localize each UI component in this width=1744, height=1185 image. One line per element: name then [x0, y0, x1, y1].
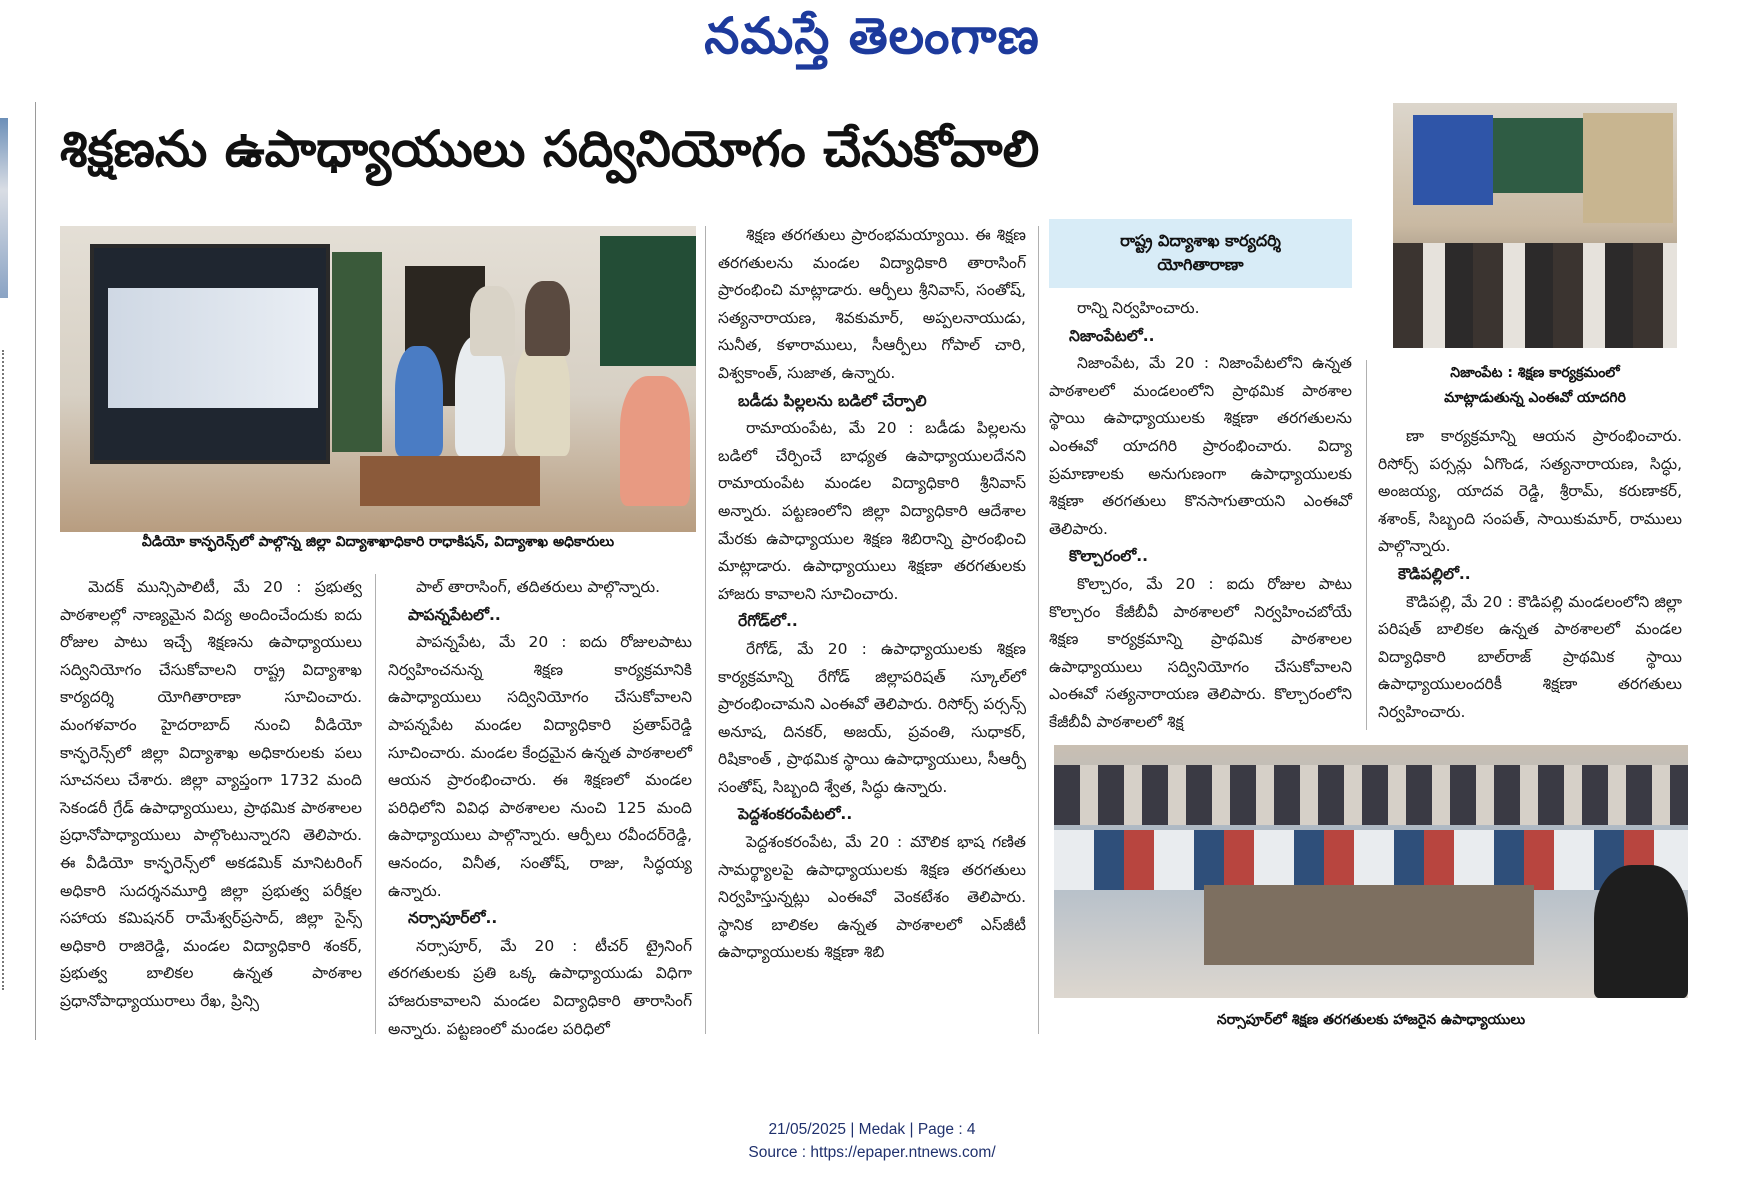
article-headline: శిక్షణను ఉపాధ్యాయులు సద్వినియోగం చేసుకోవాలి	[60, 120, 1040, 178]
paragraph: నర్సాపూర్, మే 20 : టీచర్ ట్రైనింగ్ తరగతులకు ప్రతి ఒక్క ఉపాధ్యాయుడు విధిగా హాజరుకావాలని మండల విద్యాధికారి తారాసింగ్ అన్నారు. పట్టణంలో మండల పరిధిలో	[388, 936, 692, 1038]
caption-right-line1: నిజాంపేట : శిక్షణ కార్యక్రమంలో	[1450, 365, 1620, 381]
paragraph: కౌడిపల్లి, మే 20 : కౌడిపల్లి మండలంలోని జిల్లా పరిషత్ బాలికల ఉన్నత పాఠశాలలో మండల విద్యాధికారి బాల్‌రాజ్ ప్రాథమిక స్థాయి ఉపాధ్యాయులందరికీ శిక్షణా తరగతులు నిర్వహించారు.	[1378, 592, 1682, 721]
article-column-5	[1378, 423, 1682, 727]
article-column-2	[388, 574, 692, 1043]
article-column-3	[718, 222, 1026, 967]
photo-narsapur-teachers	[1054, 745, 1688, 998]
subheading: కౌడిపల్లిలో..	[1398, 564, 1471, 583]
subheading: నర్సాపూర్‌లో..	[408, 909, 498, 928]
paragraph: పాల్ తారాసింగ్, తదితరులు పాల్గొన్నారు.	[416, 578, 660, 596]
video-screen	[90, 244, 330, 464]
paragraph: శిక్షణ తరగతులు ప్రారంభమయ్యాయి. ఈ శిక్షణ తరగతులను మండల విద్యాధికారి తారాసింగ్ ప్రారంభించి మాట్లాడారు. ఆర్పీలు శ్రీనివాస్, సంతోష్, సత్యనారాయణ, శివకుమార్, అప్పలనాయుడు, సునీత, కళారాములు, సీఆర్పీలు గోపాల్ చారి, విశ్వకాంత్, సుజాత, ఉన్నారు.	[718, 226, 1026, 382]
left-column-rule	[35, 102, 36, 1040]
column-divider	[705, 226, 706, 1034]
caption-main-photo: వీడియో కాన్ఫరెన్స్‌లో పాల్గొన్న జిల్లా విద్యాశాఖాధికారి రాధాకిషన్, విద్యాశాఖ అధికారులు	[141, 534, 615, 550]
subheading: రేగోడ్‌లో..	[738, 612, 798, 631]
footer-date-edition: 21/05/2025 | Medak | Page : 4	[768, 1121, 976, 1138]
paragraph: రేగోడ్, మే 20 : ఉపాధ్యాయులకు శిక్షణ కార్యక్రమాన్ని రేగోడ్ జిల్లాపరిషత్ స్కూల్‌లో ప్రారంభించామని ఎంఈవో తెలిపారు. రిసోర్స్ పర్సన్స్ అనూష, దినకర్, అజయ్, ప్రవంతి, సుధాకర్, రిషికాంత్ , ప్రాథమిక స్థాయి ఉపాధ్యాయులు, సీఆర్పీ సంతోష్, సిబ్బంది శ్వేత, సిద్ధు ఉన్నారు.	[718, 639, 1026, 796]
column-divider	[1038, 226, 1039, 1034]
column-divider	[1366, 360, 1367, 730]
article-column-4	[1049, 295, 1352, 737]
subheading: పాపన్నపేటలో..	[408, 605, 501, 624]
photo-nizampet-training	[1393, 103, 1677, 348]
masthead-logo: నమస్తే తెలంగాణ	[704, 6, 1040, 65]
paragraph: పాపన్నపేట, మే 20 : ఐదు రోజులపాటు నిర్వహించనున్న శిక్షణ కార్యక్రమానికి ఉపాధ్యాయులు సద్వినియోగం చేసుకోవాలని పాపన్నపేట మండల విద్యాధికారి ప్రతాప్‌రెడ్డి సూచించారు. మండల కేంద్రమైన ఉన్నత పాఠశాలలో ఆయన ప్రారంభించారు. ఈ శిక్షణలో మండల పరిధిలోని వివిధ పాఠశాలల నుంచి 125 మంది ఉపాధ్యాయులు పాల్గొన్నారు. ఆర్పీలు రవీందర్‌రెడ్డి, ఆనందం, వినీత, సంతోష్, రాజు, సిద్ధయ్య ఉన్నారు.	[388, 633, 692, 900]
column-divider	[375, 574, 376, 1034]
caption-right-line2: మాట్లాడుతున్న ఎంఈవో యాదగిరి	[1444, 390, 1626, 406]
side-box-line1: రాష్ట్ర విద్యాశాఖ కార్యదర్శి	[1120, 231, 1281, 250]
paragraph: పెద్దశంకరంపేట, మే 20 : మౌలిక భాష గణిత సామర్థ్యాలపై ఉపాధ్యాయులకు శిక్షణ తరగతులు నిర్వహిస్తున్నట్లు ఎంఈవో వెంకటేశం తెలిపారు. స్థానిక బాలికల ఉన్నత పాఠశాలలో ఎస్‌జీటీ ఉపాధ్యాయులకు శిక్షణా శిబి	[718, 833, 1026, 962]
paragraph: మెదక్ మున్సిపాలిటీ, మే 20 : ప్రభుత్వ పాఠశాలల్లో నాణ్యమైన విద్య అందించేందుకు ఐదు రోజుల పాటు ఇచ్చే శిక్షణను ఉపాధ్యాయులు సద్వినియోగం చేసుకోవాలని రాష్ట్ర విద్యాశాఖ కార్యదర్శి యోగితారాణా సూచించారు. మంగళవారం హైదరాబాద్ నుంచి వీడియో కాన్ఫరెన్స్‌లో జిల్లా విద్యాశాఖ అధికారులకు పలు సూచనలు చేశారు. జిల్లా వ్యాప్తంగా 1732 మంది సెకండరీ గ్రేడ్ ఉపాధ్యాయులు, ప్రాథమిక పాఠశాలల ప్రధానోపాధ్యాయులు పాల్గొంటున్నారని తెలిపారు. ఈ వీడియో కాన్ఫరెన్స్‌లో అకడమిక్ మానిటరింగ్ అధికారి సుదర్శనమూర్తి జిల్లా ప్రభుత్వ పరీక్షల సహాయ కమిషనర్ రామేశ్వర్‌ప్రసాద్, జిల్లా సైన్స్ అధికారి రాజిరెడ్డి, మండల విద్యాధికారి శంకర్, ప్రభుత్వ బాలికల ఉన్నత పాఠశాల ప్రధానోపాధ్యాయురాలు రేఖ, ప్రిన్సి	[60, 578, 362, 1010]
paragraph: నిజాంపేట, మే 20 : నిజాంపేటలోని ఉన్నత పాఠశాలలో మండలంలోని ప్రాథమిక పాఠశాల స్థాయి ఉపాధ్యాయులకు శిక్షణా తరగతులను ఎంఈవో యాదగిరి ప్రారంభించారు. విద్యా ప్రమాణాలకు అనుగుణంగా ఉపాధ్యాయులకు శిక్షణా తరగతులు కొనసాగుతాయని ఎంఈవో తెలిపారు.	[1049, 354, 1352, 538]
subheading: కొల్చారంలో..	[1069, 547, 1149, 566]
subheading: నిజాంపేటలో..	[1069, 326, 1155, 345]
subheading: పెద్దశంకరంపేటలో..	[738, 805, 853, 824]
adjacent-clipping-text-edge	[2, 350, 12, 990]
side-box-heading	[1049, 219, 1352, 288]
paragraph: కొల్చారం, మే 20 : ఐదు రోజుల పాటు కొల్చారం కేజీబీవీ పాఠశాలలో నిర్వహించబోయే శిక్షణ కార్యక్రమాన్ని ప్రాథమిక పాఠశాలల ఉపాధ్యాయులు సద్వినియోగం చేసుకోవాలని ఎంఈవో సత్యనారాయణ తెలిపారు. కొల్చారంలోని కేజీబీవీ పాఠశాలలో శిక్ష	[1049, 574, 1352, 731]
paragraph: రాన్ని నిర్వహించారు.	[1077, 299, 1200, 317]
adjacent-clipping-edge	[0, 118, 8, 298]
subheading: బడీడు పిల్లలను బడిలో చేర్పాలి	[738, 391, 927, 410]
article-column-1	[60, 574, 362, 1016]
side-box-line2: యోగితారాణా	[1157, 255, 1244, 274]
photo-video-conference	[60, 226, 696, 532]
paragraph: రామాయంపేట, మే 20 : బడీడు పిల్లలను బడిలో చేర్పించే బాధ్యత ఉపాధ్యాయులదేనని రామాయంపేట మండల విద్యాధికారి శ్రీనివాస్ అన్నారు. పట్టణంలోని జిల్లా విద్యాధికారి ఆదేశాల మేరకు ఉపాధ్యాయుల శిక్షణ శిబిరాన్ని ప్రారంభించి మాట్లాడారు. ఉపాధ్యాయులు శిక్షణా తరగతులకు హాజరు కావాలని సూచించారు.	[718, 419, 1026, 603]
footer-source-link[interactable]: Source : https://epaper.ntnews.com/	[748, 1144, 996, 1161]
caption-bottom-photo: నర్సాపూర్‌లో శిక్షణ తరగతులకు హాజరైన ఉపాధ్యాయులు	[1216, 1012, 1526, 1028]
caption-right-photo	[1393, 361, 1677, 411]
paragraph: ణా కార్యక్రమాన్ని ఆయన ప్రారంభించారు. రిసోర్స్ పర్సన్లు ఏగొండ, సత్యనారాయణ, సిద్ధు, అంజయ్య, యాదవ రెడ్డి, శ్రీరామ్, కరుణాకర్, శశాంక్, సిబ్బంది సంపత్, సాయికుమార్, రాములు పాల్గొన్నారు.	[1378, 427, 1682, 556]
